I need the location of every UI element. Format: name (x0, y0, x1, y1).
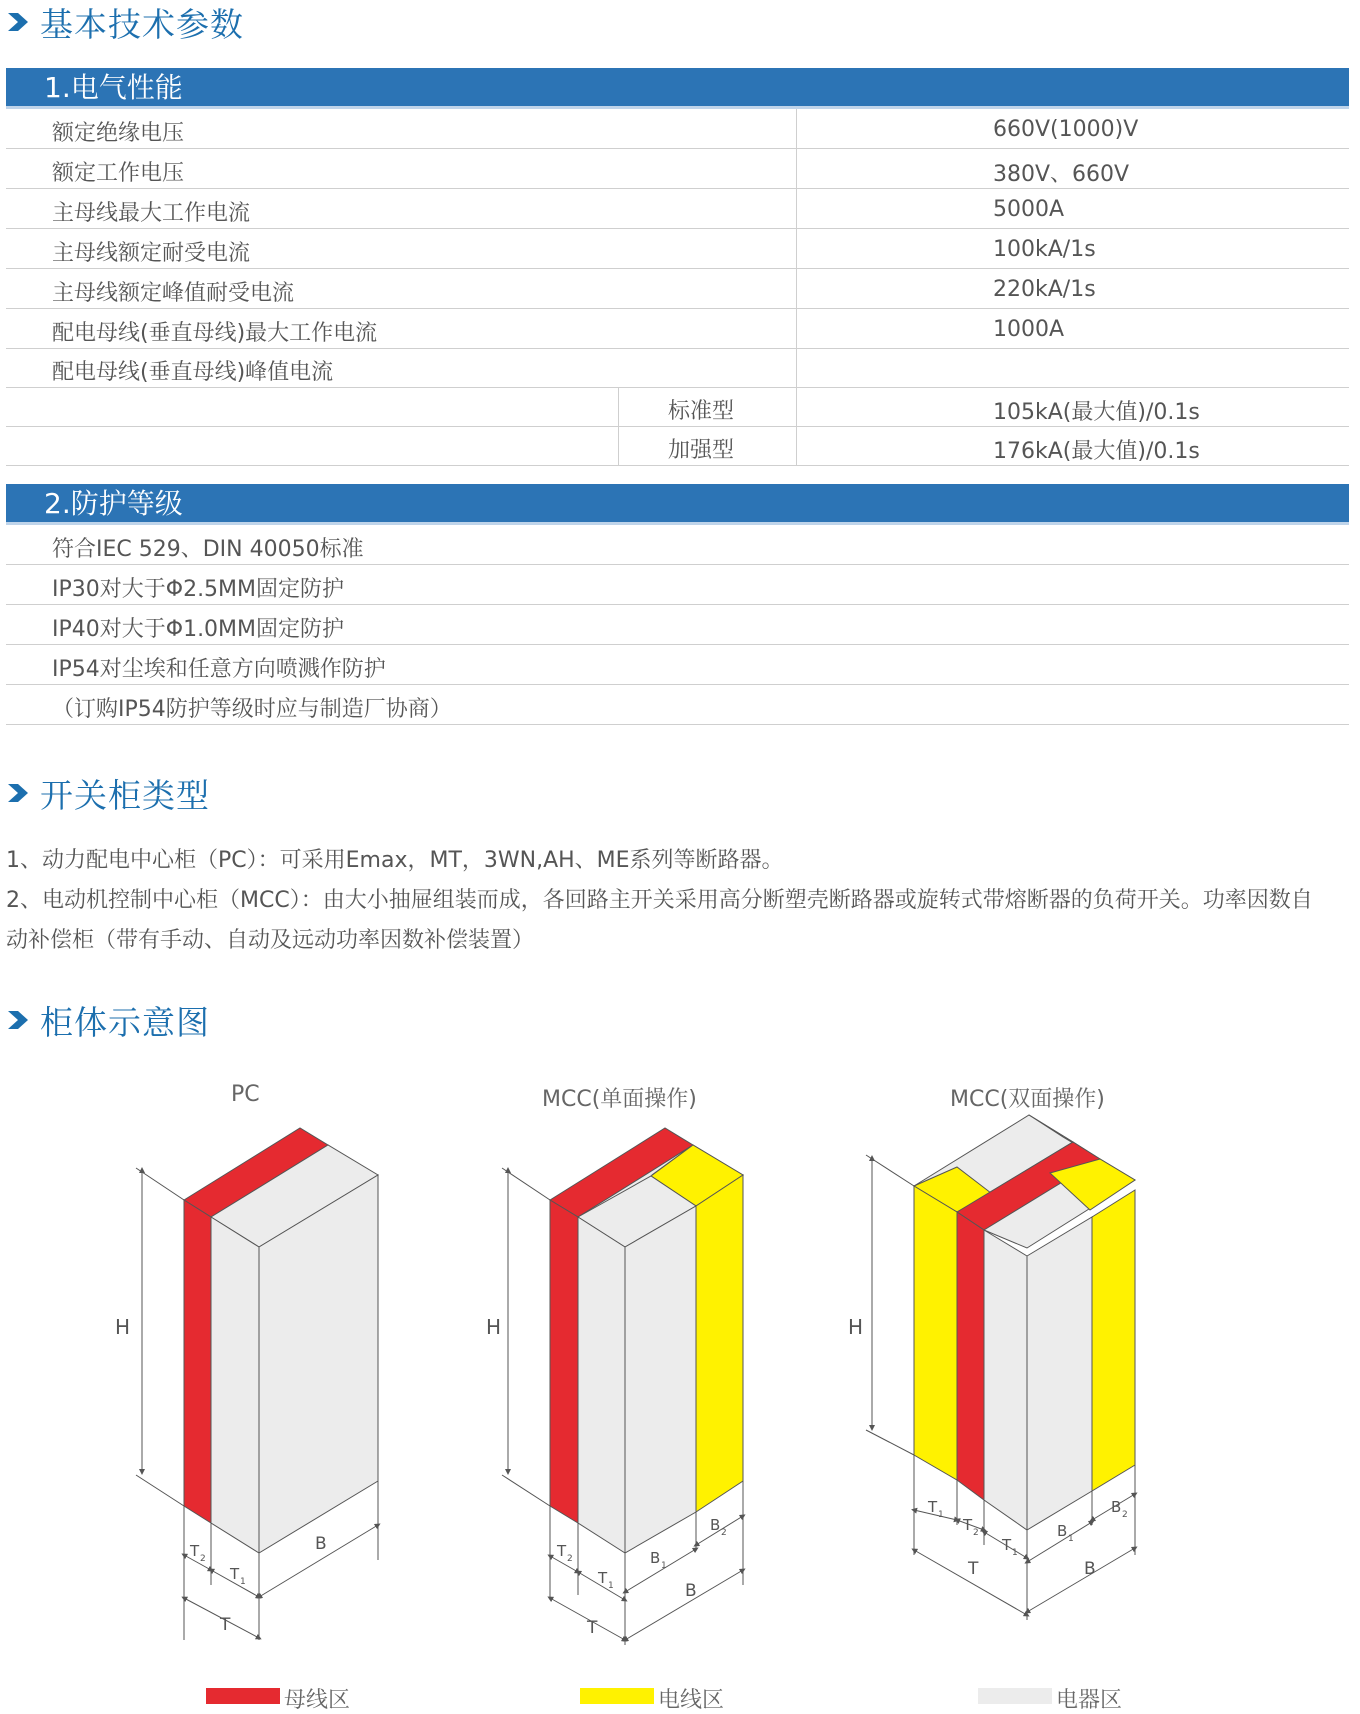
svg-text:1: 1 (1068, 1534, 1074, 1544)
table-row: 额定工作电压 380V、660V (6, 149, 1349, 189)
section-heading-diagram (6, 1000, 210, 1040)
figure-title-mcc-single: MCC(单面操作) (542, 1087, 697, 1112)
section-title: 基本技术参数 (40, 4, 244, 44)
table-row: 额定绝缘电压 660V(1000)V (6, 109, 1349, 149)
svg-text:B: B (685, 1581, 697, 1601)
svg-text:T: T (1002, 1536, 1012, 1554)
mcc-double-cabinet (914, 1115, 1135, 1530)
section-heading-types (6, 773, 210, 813)
table-row: 配电母线(垂直母线)最大工作电流 1000A (6, 309, 1349, 349)
svg-text:T: T (230, 1565, 240, 1583)
types-line-3: 动补偿柜（带有手动、自动及远动功率因数补偿装置） (6, 928, 535, 953)
svg-text:B: B (1111, 1498, 1122, 1516)
svg-text:T: T (587, 1618, 598, 1638)
svg-text:T: T (220, 1615, 231, 1635)
section-heading-params (6, 2, 244, 42)
legend-swatch-cable (580, 1688, 654, 1704)
legend-label: 电线区 (658, 1688, 725, 1713)
svg-text:B: B (1084, 1559, 1096, 1579)
svg-text:B: B (710, 1516, 721, 1534)
svg-text:2: 2 (567, 1554, 573, 1564)
svg-text:1: 1 (240, 1577, 246, 1587)
svg-text:2: 2 (721, 1528, 727, 1538)
types-line-2: 2、电动机控制中心柜（MCC）：由大小抽屉组装而成，各回路主开关采用高分断塑壳断路器或旋转式带熔断器的负荷开关。功率因数自 (6, 888, 1313, 913)
pc-cabinet (184, 1128, 378, 1553)
table-row: 配电母线(垂直母线)峰值电流 (6, 348, 1349, 388)
svg-text:T: T (557, 1542, 567, 1560)
table-header-protection: 2.防护等级 (6, 484, 1349, 525)
table-row: 主母线额定耐受电流 100kA/1s (6, 229, 1349, 269)
table-row: 符合IEC 529、DIN 40050标准 (6, 525, 1349, 565)
table-header-electrical: 1.电气性能 (6, 68, 1349, 109)
legend-label: 电器区 (1056, 1688, 1123, 1713)
svg-text:B: B (650, 1549, 661, 1567)
svg-text:H: H (486, 1315, 502, 1339)
table-row: 标准型 105kA(最大值)/0.1s (6, 387, 1349, 427)
figure-title-mcc-double: MCC(双面操作) (950, 1087, 1105, 1112)
svg-text:H: H (848, 1315, 864, 1339)
svg-text:1: 1 (1012, 1548, 1018, 1558)
svg-text:T: T (190, 1542, 200, 1560)
types-line-1: 1、动力配电中心柜（PC）：可采用Emax，MT，3WN,AH、ME系列等断路器。 (6, 848, 784, 873)
figure-title-pc: PC (231, 1082, 260, 1107)
svg-text:2: 2 (1122, 1510, 1128, 1520)
legend-swatch-device (978, 1688, 1052, 1704)
legend-label: 母线区 (284, 1688, 351, 1713)
cabinet-diagrams (0, 1100, 1360, 1660)
table-row: 加强型 176kA(最大值)/0.1s (6, 426, 1349, 466)
svg-text:T: T (928, 1498, 938, 1516)
table-row: 主母线额定峰值耐受电流 220kA/1s (6, 269, 1349, 309)
svg-text:2: 2 (973, 1528, 979, 1538)
section-title: 开关柜类型 (40, 775, 210, 815)
table-row: IP30对大于Φ2.5MM固定防护 (6, 565, 1349, 605)
mcc-single-cabinet (550, 1128, 743, 1553)
svg-text:B: B (315, 1534, 327, 1554)
svg-text:T: T (968, 1559, 979, 1579)
table-row: （订购IP54防护等级时应与制造厂协商） (6, 685, 1349, 725)
section-title: 柜体示意图 (40, 1002, 210, 1042)
legend-swatch-busbar (206, 1688, 280, 1704)
chevron-right-icon (6, 1008, 30, 1032)
table-row: IP40对大于Φ1.0MM固定防护 (6, 605, 1349, 645)
svg-text:1: 1 (608, 1581, 614, 1591)
svg-text:T: T (598, 1569, 608, 1587)
chevron-right-icon (6, 10, 30, 34)
table-row: 主母线最大工作电流 5000A (6, 189, 1349, 229)
chevron-right-icon (6, 781, 30, 805)
table-row: IP54对尘埃和任意方向喷溅作防护 (6, 645, 1349, 685)
svg-text:B: B (1057, 1522, 1068, 1540)
svg-text:1: 1 (661, 1561, 667, 1571)
svg-text:2: 2 (200, 1554, 206, 1564)
svg-text:H: H (115, 1315, 131, 1339)
svg-text:T: T (963, 1516, 973, 1534)
svg-text:1: 1 (938, 1510, 944, 1520)
